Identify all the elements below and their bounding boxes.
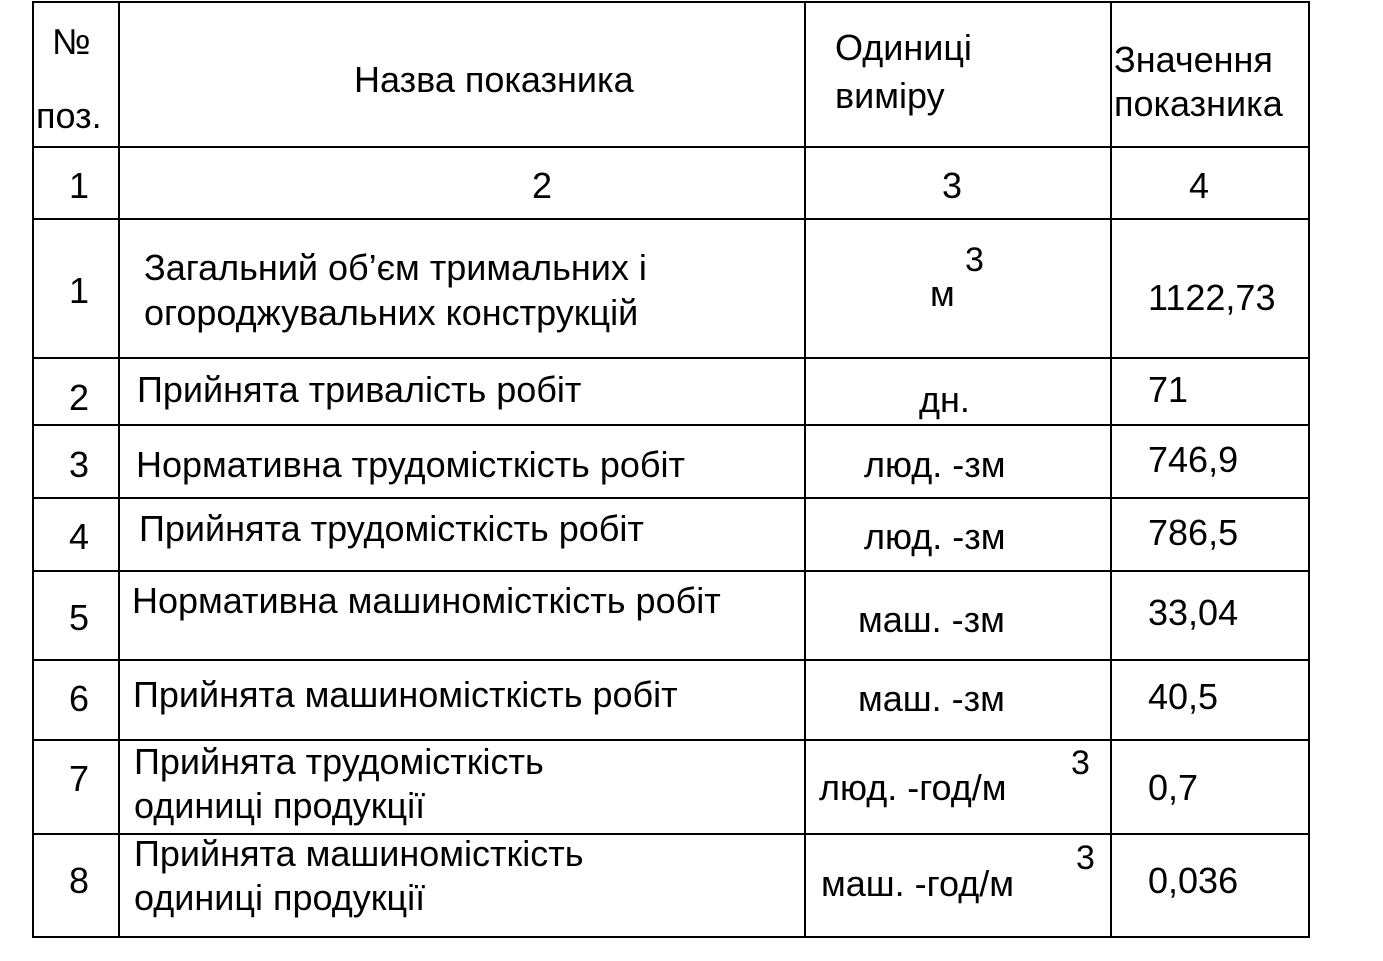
row-3-unit: люд. -зм xyxy=(864,444,1006,485)
row-divider-header xyxy=(32,146,1310,148)
row-2-unit: дн. xyxy=(919,379,970,420)
column-number-3: 3 xyxy=(942,165,963,206)
table-border-right xyxy=(1308,1,1310,938)
row-1-unit-superscript: 3 xyxy=(965,241,984,279)
row-3-number: 3 xyxy=(69,444,90,485)
row-8-unit-superscript: 3 xyxy=(1076,839,1095,877)
row-3-name: Нормативна трудомісткість робіт xyxy=(136,444,685,485)
row-7-value: 0,7 xyxy=(1148,767,1199,808)
row-4-name: Прийнята трудомісткість робіт xyxy=(139,508,644,549)
row-7-number: 7 xyxy=(69,758,90,799)
row-6-number: 6 xyxy=(69,678,90,719)
row-divider-numbering xyxy=(32,218,1310,220)
row-7-name-line2: одиниці продукції xyxy=(134,785,426,826)
column-divider-3 xyxy=(1110,1,1112,938)
row-4-value: 786,5 xyxy=(1148,512,1239,553)
header-value-line1: Значення xyxy=(1114,39,1273,80)
row-1-value: 1122,73 xyxy=(1148,277,1276,318)
row-8-name-line2: одиниці продукції xyxy=(134,877,426,918)
row-divider-4 xyxy=(32,570,1310,572)
header-position-label: поз. xyxy=(36,95,102,136)
row-8-unit: маш. -год/м xyxy=(821,863,1014,904)
row-6-name: Прийнята машиномісткість робіт xyxy=(133,674,678,715)
row-4-number: 4 xyxy=(69,516,90,557)
row-divider-1 xyxy=(32,357,1310,359)
header-indicator-name: Назва показника xyxy=(354,59,634,100)
column-divider-1 xyxy=(118,1,120,938)
header-value-line2: показника xyxy=(1114,83,1283,124)
column-divider-2 xyxy=(804,1,806,938)
row-1-name-line2: огороджувальних конструкцій xyxy=(144,292,639,333)
column-number-1: 1 xyxy=(69,165,90,206)
row-8-number: 8 xyxy=(69,860,90,901)
table-border-left xyxy=(32,1,34,938)
row-3-value: 746,9 xyxy=(1148,439,1239,480)
row-6-unit: маш. -зм xyxy=(858,678,1005,719)
row-5-name: Нормативна машиномісткість робіт xyxy=(132,580,721,621)
row-6-value: 40,5 xyxy=(1148,676,1219,717)
row-5-number: 5 xyxy=(69,597,90,638)
header-units-line1: Одиниці xyxy=(835,27,972,68)
table-border-top xyxy=(32,1,1310,3)
table-border-bottom xyxy=(32,936,1310,938)
row-5-value: 33,04 xyxy=(1148,592,1239,633)
row-8-name-line1: Прийнята машиномісткість xyxy=(134,833,584,874)
row-7-unit-superscript: 3 xyxy=(1071,744,1090,782)
row-7-name-line1: Прийнята трудомісткість xyxy=(134,741,544,782)
header-units-line2: виміру xyxy=(835,75,945,116)
row-7-unit: люд. -год/м xyxy=(819,767,1007,808)
row-4-unit: люд. -зм xyxy=(864,516,1006,557)
row-1-unit: м xyxy=(930,273,955,314)
row-1-name-line1: Загальний об’єм тримальних і xyxy=(144,247,647,288)
row-1-number: 1 xyxy=(69,270,90,311)
header-number-sign: № xyxy=(52,21,91,62)
indicators-table xyxy=(32,1,1310,938)
row-divider-3 xyxy=(32,497,1310,499)
column-number-2: 2 xyxy=(532,165,553,206)
row-2-value: 71 xyxy=(1148,369,1189,410)
row-divider-2 xyxy=(32,424,1310,426)
row-divider-5 xyxy=(32,659,1310,661)
row-2-number: 2 xyxy=(69,377,90,418)
row-2-name: Прийнята тривалість робіт xyxy=(137,369,582,410)
row-5-unit: маш. -зм xyxy=(858,599,1005,640)
column-number-4: 4 xyxy=(1189,165,1210,206)
row-8-value: 0,036 xyxy=(1148,860,1239,901)
